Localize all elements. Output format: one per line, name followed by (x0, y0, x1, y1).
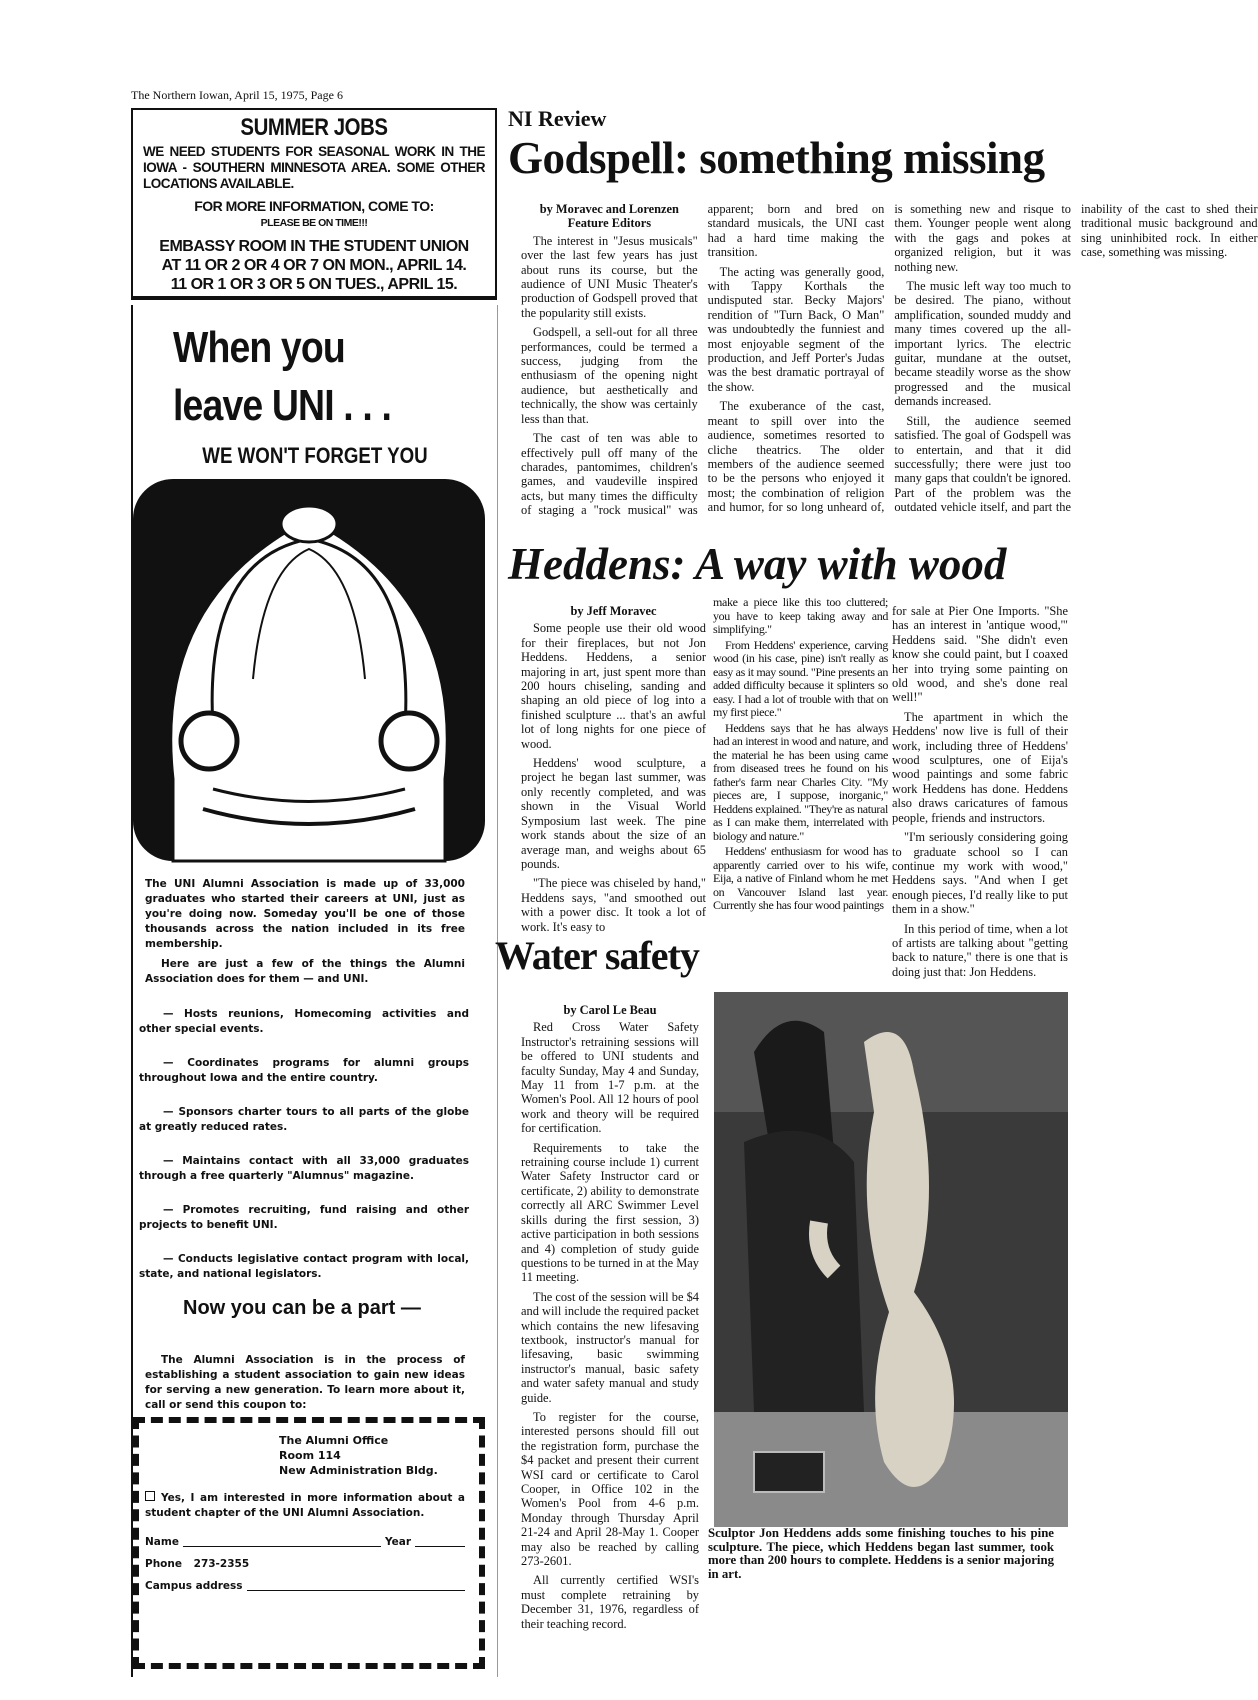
paragraph: The music left way too much to be desired. The piano, without amplification, sounded muddy and many times covered up the all-important lyrics. The electric guitar, mundane at the outset, became steadily worse as the show progressed and the musical demands increased. (894, 279, 1071, 409)
ad-detail-line: AT 11 OR 2 OR 4 OR 7 ON MON., APRIL 14. (161, 257, 467, 274)
alumni-ad (131, 305, 498, 1677)
ad-details (133, 237, 495, 294)
coupon-interest-option[interactable] (145, 1491, 465, 1521)
paragraph: The interest in "Jesus musicals" over the last few years has just about runs its course, but the audience of UNI Music Theater's production of Godspell proved that the popularity still exists. (521, 233, 698, 320)
paragraph: Heddens' wood sculpture, a project he began last summer, was only recently completed, and was shown in the Visual World Symposium last week. The pine work stands about the size of an average man, and weighs about 65 pounds. (521, 756, 706, 871)
article-byline: by Carol Le Beau (563, 1003, 657, 1017)
heddens-column-2 (713, 596, 888, 915)
byline-name: by Moravec and Lorenzen (539, 202, 679, 216)
address-line: New Administration Bldg. (279, 1464, 438, 1477)
article-byline: by Jeff Moravec (570, 604, 657, 618)
water-safety-headline: Water safety (495, 933, 699, 978)
year-label: Year (384, 1536, 411, 1548)
checkbox[interactable] (145, 1491, 155, 1501)
ad-headline-1: When you (173, 323, 345, 372)
paragraph: The cast of ten was able to effectively pull off many of the charades, pantomimes, children's games, and vaudeville inspired acts, but many times the difficulty of staging a "rock musical" was apparent; born and bred on standard musicals, the UNI cast had a hard time making the transition. (521, 202, 885, 518)
paragraph: The apartment in which the Heddens' now live is full of their work, including three of Heddens' wood sculptures, one of Eija's wood paintings and some fabric work Heddens has done. Heddens also draws caricatures of famous people, friends and instructors. (892, 709, 1068, 825)
phone-field (145, 1557, 249, 1572)
paragraph: To register for the course, interested persons should fill out the registration form, purchase the $4 packet and present their current WSI card or certificate to Carol Cooper, in Office 102 in the Women's Pool from 4-6 p.m. Monday through Thursday April 21-24 and April 28-May 1. Cooper may also be reached by calling 273-2601. (521, 1409, 699, 1569)
heddens-column-1 (521, 604, 706, 939)
water-safety-article (521, 1003, 699, 1636)
checkbox-label: Yes, I am interested in more information about a student chapter of the UNI Alumni Association. (145, 1492, 465, 1519)
benefit-item: — Conducts legislative contact program with local, state, and national legislators. (139, 1253, 469, 1280)
paragraph: The acting was generally good, with Tappy Korthals the undisputed star. Becky Majors' rendition of "Turn Back, O Man" was undoubtedly the funniest and most enjoyable segment of the production, and Jeff Porter's Judas was the best dramatic portrayal of the show. (707, 264, 885, 394)
ad-on-time: PLEASE BE ON TIME!!! (260, 217, 368, 229)
benefit-item: — Promotes recruiting, fund raising and other projects to benefit UNI. (139, 1204, 469, 1231)
photo-caption: Sculptor Jon Heddens adds some finishing touches to his pine sculpture. The piece, which Heddens began last summer, took more than 200 hours to complete. Heddens is a senior majoring in art. (708, 1526, 1054, 1581)
paragraph: The exuberance of the cast, meant to spill over into the audience, sometimes resorted to cliche theatrics. The older members of the audience seemed to be the persons who enjoyed it most; the combination of religion and humor, for so long unheard of, is something new and risque to them. Younger people went along with the gags and pokes at organized religion, but it was nothing new. (707, 202, 1071, 515)
paragraph: Some people use their old wood for their fireplaces, but not Jon Heddens. Heddens, a senior majoring in art, just spent more than 200 hours chiseling, sanding and shaping an old piece of log into a finished sculpture ... that's an awful lot of long nights for one piece of wood. (521, 621, 706, 751)
year-line[interactable] (415, 1535, 465, 1547)
campus-address-label: Campus address (145, 1580, 243, 1592)
phone-number: 273-2355 (193, 1558, 250, 1570)
ad-body: WE NEED STUDENTS FOR SEASONAL WORK IN THE IOWA - SOUTHERN MINNESOTA AREA. SOME OTHER LOCATIONS AVAILABLE. (143, 144, 485, 191)
name-field[interactable] (145, 1535, 465, 1550)
paragraph: Requirements to take the retraining course include 1) current Water Safety Instructor card or certificate, 2) ability to demonstrate correctly all ARC Swimmer Level skills during the first session, 3) active participation in both sessions and 4) completion of study guide questions to be turned in at the May 11 meeting. (521, 1140, 699, 1285)
paragraph: Red Cross Water Safety Instructor's retraining sessions will be offered to UNI students and faculty Sunday, May 4 and Sunday, May 11 from 1-7 p.m. at the Women's Pool. All 12 hours of pool work and theory will be required for certification. (521, 1020, 699, 1136)
godspell-article (521, 202, 1258, 520)
sculptor-photo (714, 992, 1068, 1527)
paragraph: All currently certified WSI's must complete retraining by December 31, 1976, regardless of their teaching record. (521, 1573, 699, 1631)
paragraph: Heddens says that he has always had an interest in wood and nature, and the material he has been using came from diseased trees he found on his father's farm near Charles City. "My pieces are, I suppose, inorganic," Heddens explained. "They're as natural as I can make them, interrelated with biology and nature." (713, 720, 888, 843)
coupon-address (279, 1433, 438, 1478)
ad-intro: The UNI Alumni Association is made up of 33,000 graduates who started their careers at UNI, just as you're doing now. Someday you'll be one of those thousands across the nation included in its free membership. (145, 878, 465, 950)
ad-part-head: Now you can be a part — (183, 1297, 421, 1319)
section-kicker: NI Review (508, 106, 607, 131)
ad-part-body: The Alumni Association is in the process of establishing a student association to gain new ideas for serving a new generation. To learn more about it, call or send this coupon to: (145, 1354, 465, 1411)
benefit-item: — Coordinates programs for alumni groups throughout Iowa and the entire country. (139, 1057, 469, 1084)
car-illustration (133, 479, 485, 861)
name-label: Name (145, 1536, 179, 1548)
paragraph: In this period of time, when a lot of artists are talking about "getting back to nature," there is one that is doing just that: Jon Heddens. (892, 921, 1068, 979)
ad-detail-line: EMBASSY ROOM IN THE STUDENT UNION (159, 238, 469, 255)
paragraph: "I'm seriously considering going to graduate school so I can continue my work with wood," Heddens says. "And when I get enough pieces, I'd really like to put them in a show." (892, 830, 1068, 917)
paragraph: The cost of the session will be $4 and will include the required packet which contains the new lifesaving textbook, instructor's manual for lifesaving, basic swimming instructor's manual, basic safety and water safety manual and study guide. (521, 1289, 699, 1405)
ad-headline-2: leave UNI . . . (173, 381, 391, 430)
ad-subhead: WE WON'T FORGET YOU (202, 443, 428, 468)
ad-detail-line: 11 OR 1 OR 3 OR 5 ON TUES., APRIL 15. (170, 276, 458, 293)
article-byline (521, 202, 698, 231)
benefit-item: — Hosts reunions, Homecoming activities and other special events. (139, 1008, 469, 1035)
byline-title: Feature Editors (567, 216, 652, 231)
paragraph: From Heddens' experience, carving wood (in his case, pine) isn't really as easy as it may sound. "Pine presents an added difficulty because it splinters so easy. I had a lot of trouble with that on my first piece." (713, 637, 888, 719)
coupon (133, 1417, 485, 1669)
address-line: Room 114 (279, 1449, 341, 1462)
heddens-column-3 (892, 604, 1068, 984)
benefit-item: — Maintains contact with all 33,000 graduates through a free quarterly "Alumnus" magazine. (139, 1155, 469, 1182)
paragraph: make a piece like this too cluttered; you have to keep taking away and simplifying." (713, 595, 888, 636)
summer-jobs-ad (131, 108, 497, 300)
campus-address-field[interactable] (145, 1579, 465, 1594)
ad-benefits-list (139, 1007, 469, 1301)
address-line: The Alumni Office (279, 1434, 389, 1447)
heddens-headline: Heddens: A way with wood (508, 539, 1007, 589)
paragraph: Heddens' enthusiasm for wood has apparently carried over to his wife, Eija, a native of Finland whom he met on Vancouver Island last year. Currently she has four wood paintings (713, 844, 888, 912)
paragraph: "The piece was chiseled by hand," Heddens says, "and smoothed out with a power disc. It took a lot of work. It's easy to (521, 876, 706, 934)
campus-address-line[interactable] (247, 1579, 465, 1591)
benefit-item: — Sponsors charter tours to all parts of the globe at greatly reduced rates. (139, 1106, 469, 1133)
name-line[interactable] (183, 1535, 381, 1547)
ad-come-to: FOR MORE INFORMATION, COME TO: (194, 198, 434, 214)
godspell-headline: Godspell: something missing (508, 133, 1045, 183)
phone-label: Phone (145, 1558, 182, 1570)
paragraph: Godspell, a sell-out for all three performances, could be termed a success, judging from the enthusiasm of the opening night audience, but aesthetically and technically, the show was certainly less than that. (521, 325, 698, 426)
paragraph: Still, the audience seemed satisfied. The goal of Godspell was to entertain, and that it did successfully; there were just too many gaps that couldn't be ignored. Part of the problem was the outdated vehicle itself, and part the inability of the cast to shed their traditional music background and sing uninhibited rock. In either case, something was missing. (894, 202, 1258, 515)
ad-lead: Here are just a few of the things the Alumni Association does for them — and UNI. (145, 958, 465, 985)
paragraph: for sale at Pier One Imports. "She has an interest in 'antique wood,'" Heddens said. "She didn't even know she could paint, but I coaxed her into trying some painting on old wood, and she's done real well!" (892, 604, 1068, 705)
page-folio: The Northern Iowan, April 15, 1975, Page 6 (131, 88, 343, 102)
ad-title: SUMMER JOBS (240, 114, 388, 141)
